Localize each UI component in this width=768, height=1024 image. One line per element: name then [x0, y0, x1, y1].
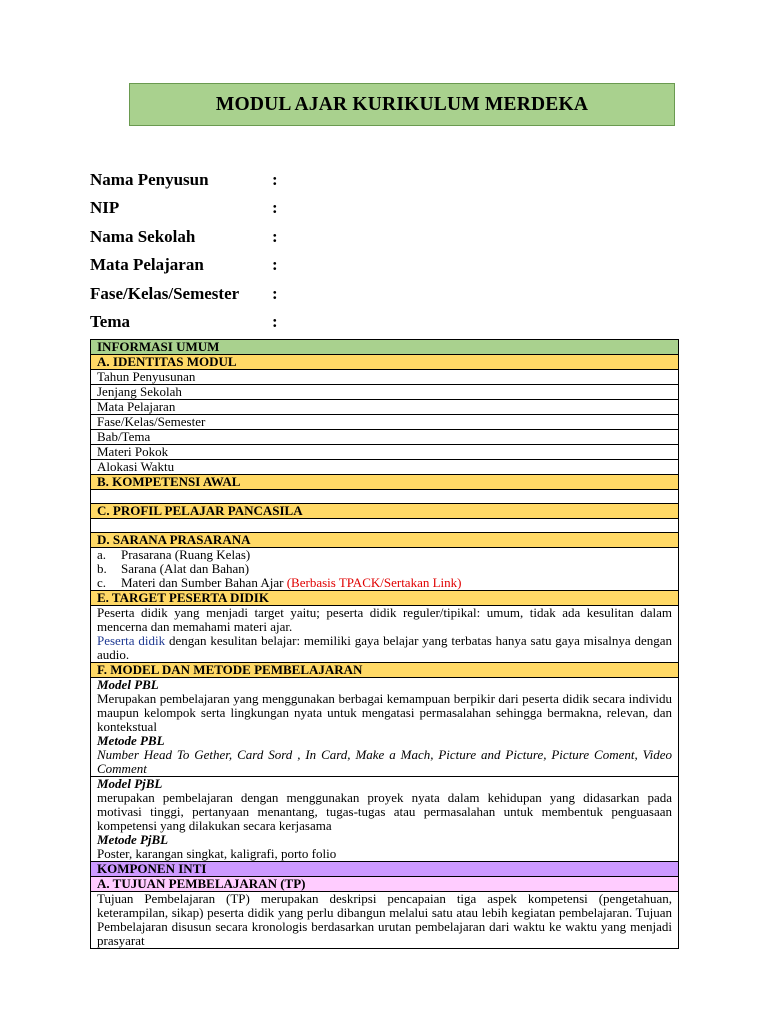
- identity-colon: :: [272, 198, 278, 217]
- identity-field-nip: [90, 198, 278, 218]
- identitas-item: Jenjang Sekolah: [91, 385, 679, 400]
- section-target-peserta: E. TARGET PESERTA DIDIK: [91, 591, 679, 606]
- identity-field-mata-pelajaran: [90, 255, 278, 275]
- identitas-item: Materi Pokok: [91, 445, 679, 460]
- section-informasi-umum: INFORMASI UMUM: [91, 340, 679, 355]
- pjbl-description: merupakan pembelajaran dengan menggunakan proyek nyata dalam kehidupan yang didasarkan pada motivasi tinggi, pertanyaan menantang, tugas-tugas atau permasalahan untuk membentuk penguasaan kompetensi yang dilakukan secara kerjasama: [97, 790, 672, 833]
- section-profil-pelajar: C. PROFIL PELAJAR PANCASILA: [91, 504, 679, 519]
- identity-field-nama-penyusun: [90, 170, 278, 190]
- target-description: [91, 606, 679, 663]
- identity-label: Nama Penyusun: [90, 170, 209, 189]
- pjbl-title: Model PjBL: [97, 776, 163, 791]
- target-p2-body: dengan kesulitan belajar: memiliki gaya belajar yang terbatas hanya satu gaya misalnya dengan audio.: [97, 633, 673, 662]
- tujuan-description: [91, 892, 679, 949]
- identity-label: NIP: [90, 198, 120, 217]
- module-table: [90, 339, 679, 949]
- pjbl-block: [91, 777, 679, 862]
- list-marker: c.: [97, 575, 107, 590]
- section-identitas-modul: A. IDENTITAS MODUL: [91, 355, 679, 370]
- identity-label: Fase/Kelas/Semester: [90, 284, 240, 303]
- pbl-methods: Number Head To Gether, Card Sord , In Card, Make a Mach, Picture and Picture, Picture Coment, Video Comment: [97, 747, 672, 776]
- document-title-box: [129, 83, 675, 126]
- list-text: Materi dan Sumber Bahan Ajar: [121, 575, 287, 590]
- section-tujuan-pembelajaran: A. TUJUAN PEMBELAJARAN (TP): [91, 877, 679, 892]
- list-text: Prasarana (Ruang Kelas): [121, 547, 251, 562]
- section-komponen-inti: KOMPONEN INTI: [91, 862, 679, 877]
- target-p2-lead: Peserta didik: [97, 633, 166, 648]
- target-paragraph-2: [97, 634, 672, 662]
- pbl-description: Merupakan pembelajaran yang menggunakan berbagai kemampuan berpikir dari peserta didik secara individu maupun kelompok serta lingkungan nyata untuk mengatasi permasalahan sehingga bermakna, relevan, dan kontekstual: [97, 691, 672, 734]
- identitas-item: Bab/Tema: [91, 430, 679, 445]
- document-title: MODUL AJAR KURIKULUM MERDEKA: [215, 93, 589, 115]
- identity-label: Mata Pelajaran: [90, 255, 204, 274]
- identity-field-nama-sekolah: [90, 227, 278, 247]
- identity-colon: :: [272, 170, 278, 189]
- list-item: [97, 548, 672, 562]
- list-marker: b.: [97, 561, 107, 576]
- pbl-block: [91, 678, 679, 777]
- section-sarana-prasarana: D. SARANA PRASARANA: [91, 533, 679, 548]
- sarana-list: [91, 548, 679, 591]
- list-item: [97, 562, 672, 576]
- identity-colon: :: [272, 312, 278, 331]
- tujuan-text: Tujuan Pembelajaran (TP) merupakan deskripsi pencapaian tiga aspek kompetensi (pengetahuan, keterampilan, sikap) peserta didik yang perlu dibangun melalui satu atau lebih kegiatan pembelajaran. Tujuan Pembelajaran disusun secara kronologis berdasarkan urutan pembelajaran dari waktu ke waktu yang menjadi prasyarat: [97, 891, 672, 948]
- section-kompetensi-awal: B. KOMPETENSI AWAL: [91, 475, 679, 490]
- section-model-metode: F. MODEL DAN METODE PEMBELAJARAN: [91, 663, 679, 678]
- pjbl-methods: Poster, karangan singkat, kaligrafi, porto folio: [97, 846, 337, 861]
- pbl-title: Model PBL: [97, 677, 159, 692]
- empty-cell: [91, 490, 679, 504]
- identity-label: Tema: [90, 312, 130, 331]
- identitas-item: Mata Pelajaran: [91, 400, 679, 415]
- pjbl-method-title: Metode PjBL: [97, 832, 169, 847]
- identity-colon: :: [272, 255, 278, 274]
- identitas-item: Fase/Kelas/Semester: [91, 415, 679, 430]
- list-marker: a.: [97, 547, 107, 562]
- identity-colon: :: [272, 284, 278, 303]
- list-note: (Berbasis TPACK/Sertakan Link): [286, 575, 462, 590]
- identitas-item: Alokasi Waktu: [91, 460, 679, 475]
- identity-field-fase-kelas-semester: [90, 284, 278, 304]
- identitas-item: Tahun Penyusunan: [91, 370, 679, 385]
- empty-cell: [91, 519, 679, 533]
- target-paragraph-1: Peserta didik yang menjadi target yaitu; peserta didik reguler/tipikal: umum, tidak ada kesulitan dalam mencerna dan memahami materi ajar.: [97, 605, 672, 634]
- list-item: [97, 576, 672, 590]
- identity-field-tema: [90, 312, 278, 332]
- identity-colon: :: [272, 227, 278, 246]
- identity-label: Nama Sekolah: [90, 227, 196, 246]
- list-text: Sarana (Alat dan Bahan): [121, 561, 250, 576]
- pbl-method-title: Metode PBL: [97, 733, 165, 748]
